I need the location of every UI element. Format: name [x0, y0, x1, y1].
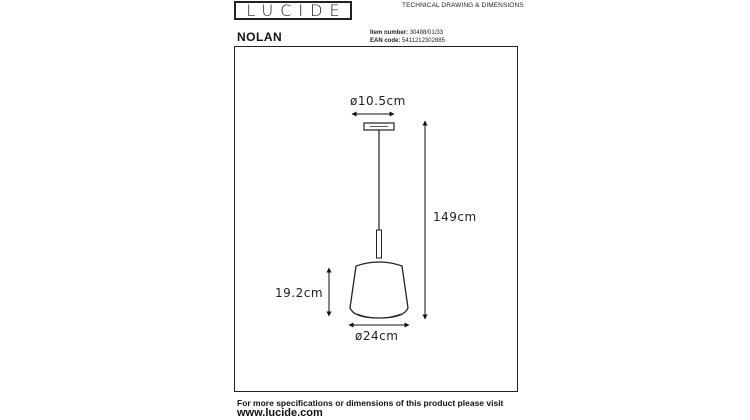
shade-diameter-label: ø24cm [355, 329, 399, 343]
total-height-label: 149cm [433, 210, 477, 224]
canopy-diameter-label: ø10.5cm [350, 94, 406, 108]
document-type-label: TECHNICAL DRAWING & DIMENSIONS [402, 2, 524, 9]
ean-label: EAN code: [370, 38, 401, 44]
lamp-shade [350, 262, 408, 318]
ean-value: 5411212302885 [402, 38, 445, 44]
logo-text: LUCIDE [246, 0, 347, 20]
canopy [364, 123, 394, 130]
footer-note: For more specifications or dimensions of this product please visit [237, 398, 504, 408]
item-number-value: 30488/01/33 [409, 30, 444, 36]
product-name: NOLAN [237, 30, 283, 44]
website-link[interactable]: www.lucide.com [237, 407, 323, 419]
shade-height-label: 19.2cm [275, 286, 324, 300]
item-number-label: Item number: [370, 30, 409, 36]
lamp-holder [377, 230, 382, 258]
